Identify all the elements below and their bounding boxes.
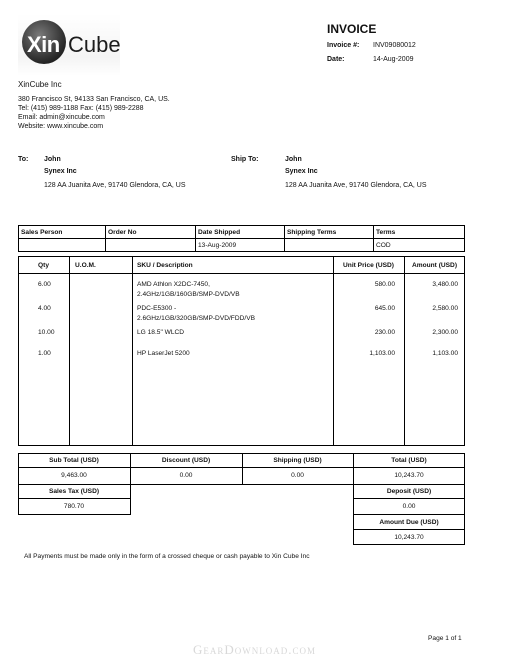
items-table <box>18 256 465 446</box>
sales-tax-label: Sales Tax (USD) <box>48 488 100 495</box>
subtotal-label: Sub Total (USD) <box>49 457 99 464</box>
total-label: Total (USD) <box>391 457 427 464</box>
invoice-number-label: Invoice #: <box>327 42 360 49</box>
item-qty: 4.00 <box>38 305 51 312</box>
order-header-date-shipped: Date Shipped <box>198 229 241 236</box>
ship-to-company: Synex Inc <box>285 168 318 175</box>
item-amount: 1,103.00 <box>432 350 458 357</box>
invoice-date: 14-Aug-2009 <box>373 56 414 63</box>
shipping-label: Shipping (USD) <box>273 457 322 464</box>
items-header-description: SKU / Description <box>137 262 193 269</box>
item-qty: 1.00 <box>38 350 51 357</box>
items-header-unit-price: Unit Price (USD) <box>343 262 394 269</box>
order-header-sales-person: Sales Person <box>21 229 63 236</box>
item-amount: 2,300.00 <box>432 329 458 336</box>
invoice-date-label: Date: <box>327 56 345 63</box>
to-company: Synex Inc <box>44 168 77 175</box>
discount-value: 0.00 <box>179 472 193 479</box>
item-description-detail: 2.4GHz/1GB/160GB/SMP-DVD/VB <box>137 291 240 298</box>
to-name: John <box>44 156 61 163</box>
item-amount: 3,480.00 <box>432 281 458 288</box>
items-header-uom: U.O.M. <box>75 262 96 269</box>
items-header-amount: Amount (USD) <box>411 262 458 269</box>
total-value: 10,243.70 <box>394 472 424 479</box>
order-value-terms: COD <box>376 242 391 249</box>
invoice-title: INVOICE <box>327 22 377 36</box>
order-value-date-shipped: 13-Aug-2009 <box>198 242 237 249</box>
item-unit-price: 1,103.00 <box>369 350 395 357</box>
company-logo <box>18 14 120 76</box>
ship-to-name: John <box>285 156 302 163</box>
company-phone-fax: Tel: (415) 989-1188 Fax: (415) 989-2288 <box>18 105 144 112</box>
item-unit-price: 645.00 <box>374 305 395 312</box>
amount-due-label: Amount Due (USD) <box>379 519 439 526</box>
items-header-qty: Qty <box>38 262 49 269</box>
company-email: Email: admin@xincube.com <box>18 114 105 121</box>
amount-due-value: 10,243.70 <box>394 534 424 541</box>
discount-label: Discount (USD) <box>161 457 211 464</box>
item-unit-price: 230.00 <box>374 329 395 336</box>
item-amount: 2,580.00 <box>432 305 458 312</box>
item-unit-price: 580.00 <box>374 281 395 288</box>
to-label: To: <box>18 156 29 163</box>
item-description: LG 18.5" WLCD <box>137 329 185 336</box>
ship-to-label: Ship To: <box>231 156 259 163</box>
deposit-value: 0.00 <box>402 503 416 510</box>
logo-text-cube: Cube <box>68 32 121 57</box>
item-description: HP LaserJet 5200 <box>137 350 190 357</box>
company-address: 380 Francisco St, 94133 San Francisco, CA, US. <box>18 96 170 103</box>
logo-text-xin: Xin <box>27 32 60 57</box>
sales-tax-value: 780.70 <box>63 503 85 510</box>
item-qty: 10.00 <box>38 329 55 336</box>
item-description: PDC-E5300 - <box>137 305 177 312</box>
shipping-value: 0.00 <box>291 472 304 479</box>
to-address: 128 AA Juanita Ave, 91740 Glendora, CA, US <box>44 182 186 189</box>
order-header-order-no: Order No <box>108 229 137 236</box>
watermark: GearDownload.com <box>192 642 317 657</box>
item-description: AMD Athlon X2DC-7450, <box>137 281 210 288</box>
page-number: Page 1 of 1 <box>428 635 462 642</box>
subtotal-value: 9,463.00 <box>61 472 87 479</box>
company-name: XinCube Inc <box>18 80 62 89</box>
payment-note: All Payments must be made only in the form of a crossed cheque or cash payable to Xin Cube Inc <box>24 553 310 560</box>
deposit-label: Deposit (USD) <box>386 488 432 495</box>
order-header-terms: Terms <box>376 229 396 236</box>
company-website: Website: www.xincube.com <box>18 123 104 130</box>
order-header-shipping-terms: Shipping Terms <box>287 229 337 236</box>
ship-to-address: 128 AA Juanita Ave, 91740 Glendora, CA, US <box>285 182 427 189</box>
item-description-detail: 2.6GHz/1GB/320GB/SMP-DVD/FDD/VB <box>137 315 255 322</box>
item-qty: 6.00 <box>38 281 51 288</box>
invoice-number: INV09080012 <box>373 42 416 49</box>
